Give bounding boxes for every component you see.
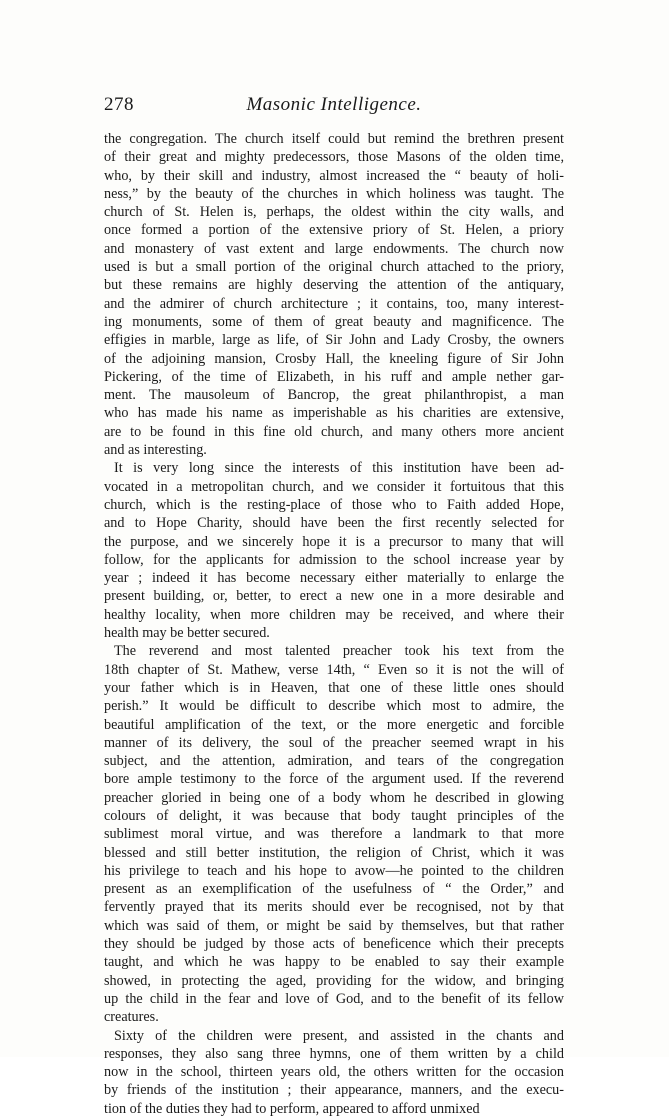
running-head	[104, 94, 564, 118]
text-line: and monastery of vast extent and large endowments. The church now	[104, 240, 564, 257]
text-line: your father which is in Heaven, that one of these little ones should	[104, 679, 564, 696]
text-line: It is very long since the interests of this institution have been ad-	[114, 460, 564, 477]
text-line: perish.” It would be difficult to describe which most to admire, the	[104, 698, 564, 715]
text-line: which was said of them, or might be said by themselves, but that rather	[104, 917, 564, 934]
text-line: and the admirer of church architecture ; it contains, too, many interest-	[104, 295, 564, 312]
text-line: ment. The mausoleum of Bancrop, the great philanthropist, a man	[104, 387, 564, 404]
text-line: health may be better secured.	[104, 625, 270, 642]
running-title: Masonic Intelligence.	[246, 94, 422, 115]
text-line: present as an exemplification of the usefulness of “ the Order,” and	[104, 881, 564, 898]
text-line: but these remains are highly deserving the attention of the antiquary,	[104, 277, 564, 294]
text-line: manner of its delivery, the soul of the preacher seemed wrapt in his	[104, 734, 564, 751]
text-line: responses, they also sang three hymns, one of them written by a child	[104, 1045, 564, 1062]
text-line: sublimest moral virtue, and was therefore a landmark to that more	[104, 826, 564, 843]
text-line: creatures.	[104, 1009, 159, 1026]
text-line: now in the school, thirteen years old, the others written for the occasion	[104, 1064, 564, 1081]
text-line: blessed and still better institution, the religion of Christ, which it was	[104, 844, 564, 861]
text-line: ing monuments, some of them of great beauty and magnificence. The	[104, 313, 564, 330]
text-line: are to be found in this fine old church, and many others more ancient	[104, 423, 564, 440]
text-line: taught, and which he was happy to be enabled to say their example	[104, 954, 564, 971]
text-line: vocated in a metropolitan church, and we consider it fortuitous that this	[104, 478, 564, 495]
text-line: effigies in marble, large as life, of Sir John and Lady Crosby, the owners	[104, 332, 564, 349]
text-line: church, which is the resting-place of those who to Faith added Hope,	[104, 496, 564, 513]
text-line: preacher gloried in being one of a body whom he described in glowing	[104, 789, 564, 806]
text-line: up the child in the fear and love of God, and to the benefit of its fellow	[104, 990, 564, 1007]
text-line: present building, or, better, to erect a new one in a more desirable and	[104, 588, 564, 605]
text-line: by friends of the institution ; their appearance, manners, and the execu-	[104, 1082, 564, 1099]
text-line: the congregation. The church itself could but remind the brethren present	[104, 131, 564, 147]
text-line: and as interesting.	[104, 442, 207, 459]
text-line: beautiful amplification of the text, or the more energetic and forcible	[104, 716, 564, 733]
text-line: tion of the duties they had to perform, appeared to afford unmixed	[104, 1100, 480, 1117]
text-line: healthy locality, when more children may be received, and where their	[104, 606, 564, 623]
page-number: 278	[104, 94, 134, 115]
text-line: showed, in protecting the aged, providing for the widow, and bringing	[104, 972, 564, 989]
text-line: subject, and the attention, admiration, and tears of the congregation	[104, 753, 564, 770]
text-line: who, by their skill and industry, almost increased the “ beauty of holi-	[104, 167, 564, 184]
text-line: follow, for the applicants for admission to the school increase year by	[104, 551, 564, 568]
text-line: and to Hope Charity, should have been the first recently selected for	[104, 515, 564, 532]
text-line: of the adjoining mansion, Crosby Hall, the kneeling figure of Sir John	[104, 350, 564, 367]
text-line: once formed a portion of the extensive priory of St. Helen, a priory	[104, 222, 564, 239]
text-line: they should be judged by those acts of beneficence which their precepts	[104, 936, 564, 953]
text-line: the purpose, and we sincerely hope it is a precursor to many that will	[104, 533, 564, 550]
text-line: The reverend and most talented preacher took his text from the	[114, 643, 564, 660]
text-line: church of St. Helen is, perhaps, the oldest within the city walls, and	[104, 204, 564, 221]
text-line: of their great and mighty predecessors, those Masons of the olden time,	[104, 149, 564, 166]
text-line: 18th chapter of St. Mathew, verse 14th, “ Even so it is not the will of	[104, 661, 564, 678]
text-line: Pickering, of the time of Elizabeth, in his ruff and ample nether gar-	[104, 368, 564, 385]
text-line: used is but a small portion of the original church attached to the priory,	[104, 259, 564, 276]
text-line: Sixty of the children were present, and assisted in the chants and	[114, 1027, 564, 1044]
text-line: who has made his name as imperishable as his charities are extensive,	[104, 405, 564, 422]
text-line: colours of delight, it was because that body taught principles of the	[104, 807, 564, 824]
body-text	[104, 130, 564, 1118]
text-line: his privilege to teach and his hope to avow—he pointed to the children	[104, 862, 564, 879]
text-line: bore ample testimony to the force of the argument used. If the reverend	[104, 771, 564, 788]
text-line: fervently prayed that its merits should ever be recognised, not by that	[104, 899, 564, 916]
text-line: ness,” by the beauty of the churches in which holiness was taught. The	[104, 185, 564, 202]
text-line: year ; indeed it has become necessary either materially to enlarge the	[104, 570, 564, 587]
